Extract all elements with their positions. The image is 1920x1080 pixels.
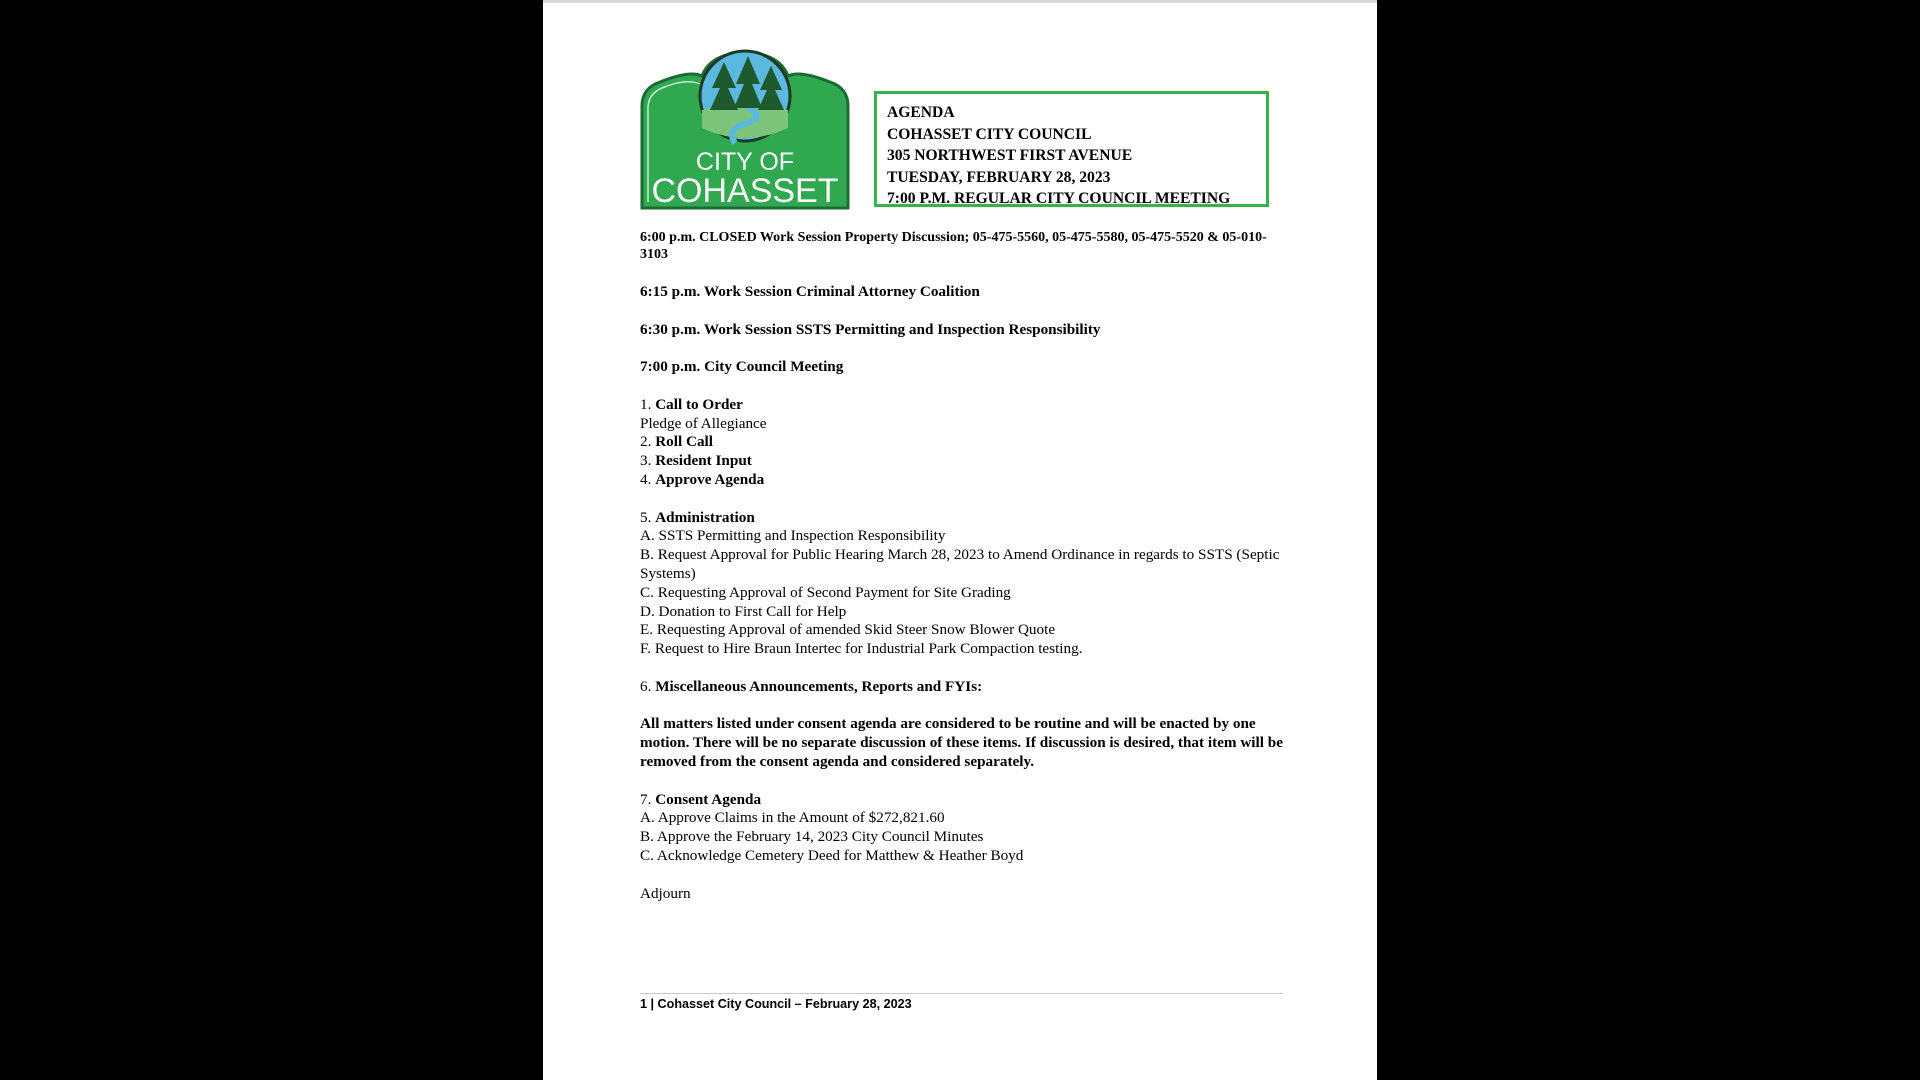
admin-item-a: A. SSTS Permitting and Inspection Responsibility <box>640 527 946 545</box>
item-number: 1. <box>640 395 656 413</box>
agenda-item-resident-input <box>640 452 1285 471</box>
admin-item-e: E. Requesting Approval of amended Skid Steer Snow Blower Quote <box>640 621 1056 639</box>
admin-item-c: C. Requesting Approval of Second Payment for Site Grading <box>640 583 1011 601</box>
consent-item-a: A. Approve Claims in the Amount of $272,821.60 <box>640 809 945 827</box>
admin-item-f: F. Request to Hire Braun Intertec for Industrial Park Compaction testing. <box>640 640 1083 658</box>
agenda-item-consent-agenda <box>640 791 1285 810</box>
page-footer: 1 | Cohasset City Council – February 28, 2023 <box>640 997 912 1011</box>
header-council: COHASSET CITY COUNCIL <box>887 125 1092 143</box>
item-number: 2. <box>640 433 656 451</box>
work-session-ssts: 6:30 p.m. Work Session SSTS Permitting and Inspection Responsibility <box>640 320 1101 338</box>
logo-line1: CITY OF <box>695 148 795 176</box>
consent-agenda-note: All matters listed under consent agenda are considered to be routine and will be enacted by one motion. There will be no separate discussion of these items. If discussion is desired, that item will be removed from the consent agenda and considered separately. <box>640 715 1283 770</box>
agenda-body <box>640 229 1285 903</box>
consent-item-b: B. Approve the February 14, 2023 City Council Minutes <box>640 828 984 846</box>
admin-item-b: B. Request Approval for Public Hearing March 28, 2023 to Amend Ordinance in regards to SSTS (Septic Systems) <box>640 546 1280 582</box>
agenda-header-box <box>874 91 1269 207</box>
item-number: 5. <box>640 508 656 526</box>
agenda-item-roll-call <box>640 433 1285 452</box>
item-label: Roll Call <box>655 433 713 451</box>
document-page <box>543 0 1377 1080</box>
item-label: Approve Agenda <box>655 470 765 488</box>
agenda-item-call-to-order <box>640 396 1285 415</box>
city-of-cohasset-logo <box>640 48 850 212</box>
header-agenda: AGENDA <box>887 104 955 121</box>
agenda-item-administration <box>640 509 1285 528</box>
work-session-criminal: 6:15 p.m. Work Session Criminal Attorney Coalition <box>640 283 980 300</box>
logo-line2: COHASSET <box>651 172 839 210</box>
item-label: Miscellaneous Announcements, Reports and FYIs: <box>655 677 983 695</box>
item-label: Administration <box>655 508 755 526</box>
pledge-of-allegiance: Pledge of Allegiance <box>640 414 767 432</box>
closed-session: 6:00 p.m. CLOSED Work Session Property Discussion; 05-475-5560, 05-475-5580, 05-475-5520 & 05-010-3103 <box>640 230 1267 262</box>
item-label: Resident Input <box>655 452 752 470</box>
item-number: 6. <box>640 677 656 695</box>
item-number: 3. <box>640 452 656 470</box>
admin-item-d: D. Donation to First Call for Help <box>640 602 847 620</box>
consent-item-c: C. Acknowledge Cemetery Deed for Matthew & Heather Boyd <box>640 846 1024 864</box>
agenda-item-announcements <box>640 678 1285 697</box>
council-meeting-time: 7:00 p.m. City Council Meeting <box>640 358 844 376</box>
item-label: Consent Agenda <box>655 790 762 808</box>
footer-divider <box>640 993 1283 994</box>
header-date: TUESDAY, FEBRUARY 28, 2023 <box>887 168 1111 186</box>
page-top-edge <box>543 0 1377 3</box>
header-meeting-time: 7:00 P.M. REGULAR CITY COUNCIL MEETING <box>887 190 1231 208</box>
item-number: 7. <box>640 790 656 808</box>
item-number: 4. <box>640 470 656 488</box>
agenda-item-approve-agenda <box>640 471 1285 490</box>
adjourn: Adjourn <box>640 884 691 902</box>
header-address: 305 NORTHWEST FIRST AVENUE <box>887 147 1133 165</box>
item-label: Call to Order <box>655 395 743 413</box>
